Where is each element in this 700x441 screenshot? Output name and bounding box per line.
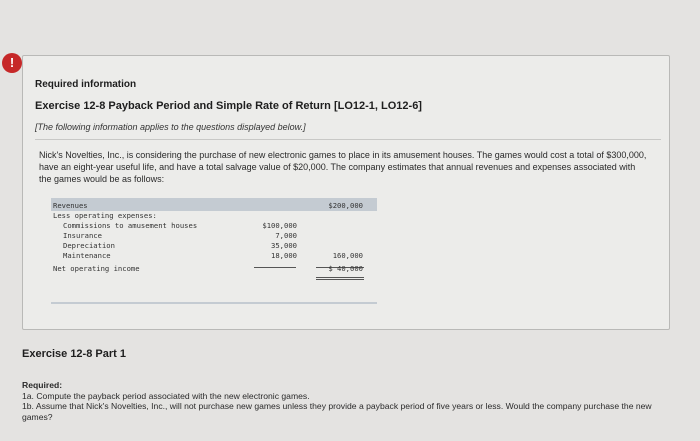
revenues-value: $200,000 xyxy=(328,201,363,210)
double-underline-top xyxy=(316,277,364,278)
required-information-panel xyxy=(22,55,670,330)
income-statement-table xyxy=(51,198,377,304)
table-bottom-rule xyxy=(51,302,377,304)
required-label: Required: xyxy=(22,380,63,390)
exercise-title: Exercise 12-8 Payback Period and Simple Rate of Return [LO12-1, LO12-6] xyxy=(35,100,422,112)
depreciation-value: 35,000 xyxy=(271,241,297,250)
total-expenses-value: 160,000 xyxy=(332,251,363,260)
alert-icon: ! xyxy=(2,53,22,73)
net-income-label: Net operating income xyxy=(53,264,140,273)
insurance-value: 7,000 xyxy=(275,231,297,240)
depreciation-label: Depreciation xyxy=(63,241,115,250)
divider xyxy=(35,139,661,140)
insurance-label: Insurance xyxy=(63,231,102,240)
problem-description: Nick's Novelties, Inc., is considering the purchase of new electronic games to place in its amusement houses. The games would cost a total of $300,000, have an eight-year useful life, and have a total salvage value of $20,000. The company estimates that annual revenues and expenses associated with the games would be as follows: xyxy=(39,150,647,184)
requirement-1a: 1a. Compute the payback period associated with the new electronic games. xyxy=(22,390,310,401)
commissions-value: $100,000 xyxy=(262,221,297,230)
requirement-1b: 1b. Assume that Nick's Novelties, Inc., will not purchase new games unless they provide a payback period of five years or less. Would the company purchase the new games? xyxy=(22,401,652,422)
maintenance-value: 18,000 xyxy=(271,251,297,260)
required-section xyxy=(22,380,662,422)
revenues-label: Revenues xyxy=(53,201,88,210)
instruction-note: [The following information applies to the questions displayed below.] xyxy=(35,122,306,132)
double-underline-bottom xyxy=(316,279,364,280)
required-information-heading: Required information xyxy=(35,79,137,90)
less-expenses-label: Less operating expenses: xyxy=(53,211,157,220)
commissions-label: Commissions to amusement houses xyxy=(63,221,198,230)
part-title: Exercise 12-8 Part 1 xyxy=(22,348,126,360)
maintenance-label: Maintenance xyxy=(63,251,111,260)
subtotal-underline xyxy=(254,267,296,268)
net-income-value: $ 40,000 xyxy=(328,264,363,273)
